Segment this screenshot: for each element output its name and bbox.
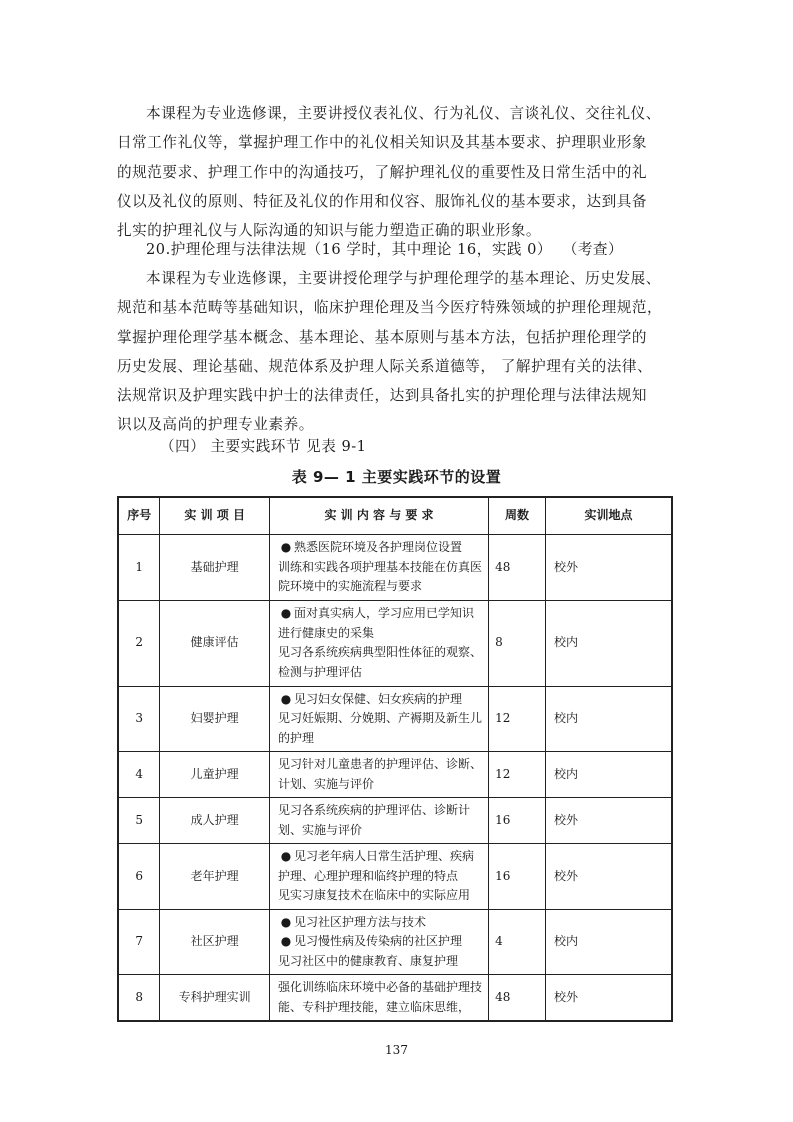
content-line	[278, 755, 484, 794]
section-heading-practice: （四） 主要实践环节 见表 9-1	[160, 438, 367, 455]
bullet-icon: ●	[280, 914, 292, 929]
header-no: 序号	[118, 497, 160, 535]
content-line	[278, 913, 484, 933]
cell-weeks: 8	[489, 600, 546, 686]
cell-content	[269, 844, 488, 910]
cell-place: 校内	[545, 600, 672, 686]
content-text: 见习妊娠期、分娩期、产褥期及新生儿的护理	[277, 711, 482, 745]
cell-item: 成人护理	[160, 798, 270, 844]
content-text: 见习社区护理方法与技术	[293, 914, 426, 929]
bullet-icon: ●	[280, 540, 292, 554]
header-weeks: 周数	[489, 497, 546, 535]
course-heading-title: 20.护理伦理与法律法规（16 学时，其中理论 16，实践 0）	[146, 241, 553, 258]
cell-place: 校内	[545, 752, 672, 798]
course-heading-20	[146, 235, 623, 264]
cell-content	[269, 752, 488, 798]
cell-place: 校内	[545, 909, 672, 975]
content-text: 见实习康复技术在临床中的实际应用	[277, 888, 470, 902]
table-row	[118, 600, 672, 686]
intro-paragraph	[117, 99, 677, 245]
content-line	[278, 952, 484, 972]
table-header-row	[118, 497, 672, 535]
content-line	[278, 604, 484, 643]
table-caption: 表 9— 1 主要实践环节的设置	[291, 468, 502, 486]
bullet-icon: ●	[280, 606, 292, 620]
content-line	[278, 886, 484, 906]
content-text: 见习妇女保健、妇女疾病的护理	[293, 691, 462, 706]
content-line	[278, 847, 484, 886]
cell-no: 2	[118, 600, 160, 686]
cell-weeks: 4	[489, 909, 546, 975]
cell-place: 校外	[545, 844, 672, 910]
table-row	[118, 909, 672, 975]
cell-weeks: 48	[489, 975, 546, 1022]
content-text: 见习针对儿童患者的护理评估、诊断、计划、实施与评价	[277, 757, 482, 791]
content-line	[278, 643, 484, 682]
cell-weeks: 12	[489, 752, 546, 798]
cell-weeks: 12	[489, 686, 546, 752]
bullet-icon: ●	[280, 849, 292, 863]
content-line	[278, 538, 484, 558]
paragraph-line: 扎实的护理礼仪与人际沟通的知识与能力塑造正确的职业形象。	[117, 222, 542, 240]
cell-item: 妇婴护理	[160, 686, 270, 752]
table-row	[118, 752, 672, 798]
cell-content	[269, 975, 488, 1022]
page-number: 137	[385, 1043, 408, 1057]
header-item: 实 训 项 目	[160, 497, 270, 535]
cell-item: 健康评估	[160, 600, 270, 686]
content-line	[278, 932, 484, 952]
content-text: 见习社区中的健康教育、康复护理	[277, 953, 458, 968]
cell-place: 校外	[545, 798, 672, 844]
bullet-icon: ●	[280, 691, 292, 706]
paragraph-line: 掌握护理伦理学基本概念、基本理论、基本原则与基本方法，包括护理伦理学的	[117, 328, 648, 346]
paragraph-line: 本课程为专业选修课，主要讲授伦理学与护理伦理学的基本理论、历史发展、	[146, 270, 661, 287]
table-row	[118, 798, 672, 844]
content-line	[278, 709, 484, 748]
practice-table	[117, 496, 673, 1022]
cell-place: 校内	[545, 686, 672, 752]
paragraph-line: 的规范要求、护理工作中的沟通技巧，了解护理礼仪的重要性及日常生活中的礼	[117, 163, 648, 181]
content-text: 见习慢性病及传染病的社区护理	[293, 934, 462, 948]
cell-weeks: 48	[489, 535, 546, 601]
cell-content	[269, 686, 488, 752]
content-text: 训练和实践各项护理基本技能在仿真医院环境中的实施流程与要求	[277, 559, 482, 593]
cell-no: 4	[118, 752, 160, 798]
content-line	[278, 801, 484, 840]
paragraph-line: 历史发展、理论基础、规范体系及护理人际关系道德等， 了解护理有关的法律、	[117, 357, 653, 375]
table-row	[118, 686, 672, 752]
cell-no: 7	[118, 909, 160, 975]
content-text: 强化训练临床环境中必备的基础护理技能、专科护理技能，建立临床思维，	[277, 980, 482, 1014]
cell-item: 社区护理	[160, 909, 270, 975]
content-line	[278, 690, 484, 710]
paragraph-line: 日常工作礼仪等，掌握护理工作中的礼仪相关知识及其基本要求、护理职业形象	[117, 134, 648, 152]
cell-content	[269, 535, 488, 601]
content-text: 面对真实病人，学习应用已学知识进行健康史的采集	[277, 606, 474, 640]
table-row	[118, 975, 672, 1022]
header-content: 实 训 内 容 与 要 求	[269, 497, 488, 535]
cell-place: 校外	[545, 535, 672, 601]
cell-weeks: 16	[489, 844, 546, 910]
paragraph-line: 识以及高尚的护理专业素养。	[117, 416, 314, 434]
paragraph-line: 规范和基本范畴等基础知识，临床护理伦理及当今医疗特殊领域的护理伦理规范，	[117, 299, 663, 317]
cell-no: 3	[118, 686, 160, 752]
cell-item: 儿童护理	[160, 752, 270, 798]
content-text: 见习各系统疾病的护理评估、诊断计划、实施与评价	[277, 803, 470, 837]
paragraph-line: 仪以及礼仪的原则、特征及礼仪的作用和仪容、服饰礼仪的基本要求，达到具备	[117, 192, 648, 210]
cell-weeks: 16	[489, 798, 546, 844]
content-text: 熟悉医院环境及各护理岗位设置	[293, 540, 462, 554]
cell-no: 6	[118, 844, 160, 910]
table-row	[118, 844, 672, 910]
cell-no: 8	[118, 975, 160, 1022]
header-place: 实训地点	[545, 497, 672, 535]
bullet-icon: ●	[280, 934, 292, 948]
paragraph-line: 法规常识及护理实践中护士的法律责任，达到具备扎实的护理伦理与法律法规知	[117, 387, 648, 405]
cell-content	[269, 600, 488, 686]
cell-content	[269, 798, 488, 844]
cell-place: 校外	[545, 975, 672, 1022]
course-heading-grade: （考查）	[570, 241, 624, 258]
table-row	[118, 535, 672, 601]
content-text: 见习各系统疾病典型阳性体征的观察、检测与护理评估	[277, 645, 482, 679]
cell-content	[269, 909, 488, 975]
cell-item: 老年护理	[160, 844, 270, 910]
cell-item: 专科护理实训	[160, 975, 270, 1022]
paragraph-line: 本课程为专业选修课，主要讲授仪表礼仪、行为礼仪、言谈礼仪、交往礼仪、	[146, 105, 661, 122]
ethics-paragraph	[117, 264, 677, 440]
content-text: 见习老年病人日常生活护理、疾病护理、心理护理和临终护理的特点	[277, 849, 474, 883]
content-line	[278, 978, 484, 1017]
content-line	[278, 558, 484, 597]
cell-item: 基础护理	[160, 535, 270, 601]
cell-no: 1	[118, 535, 160, 601]
cell-no: 5	[118, 798, 160, 844]
